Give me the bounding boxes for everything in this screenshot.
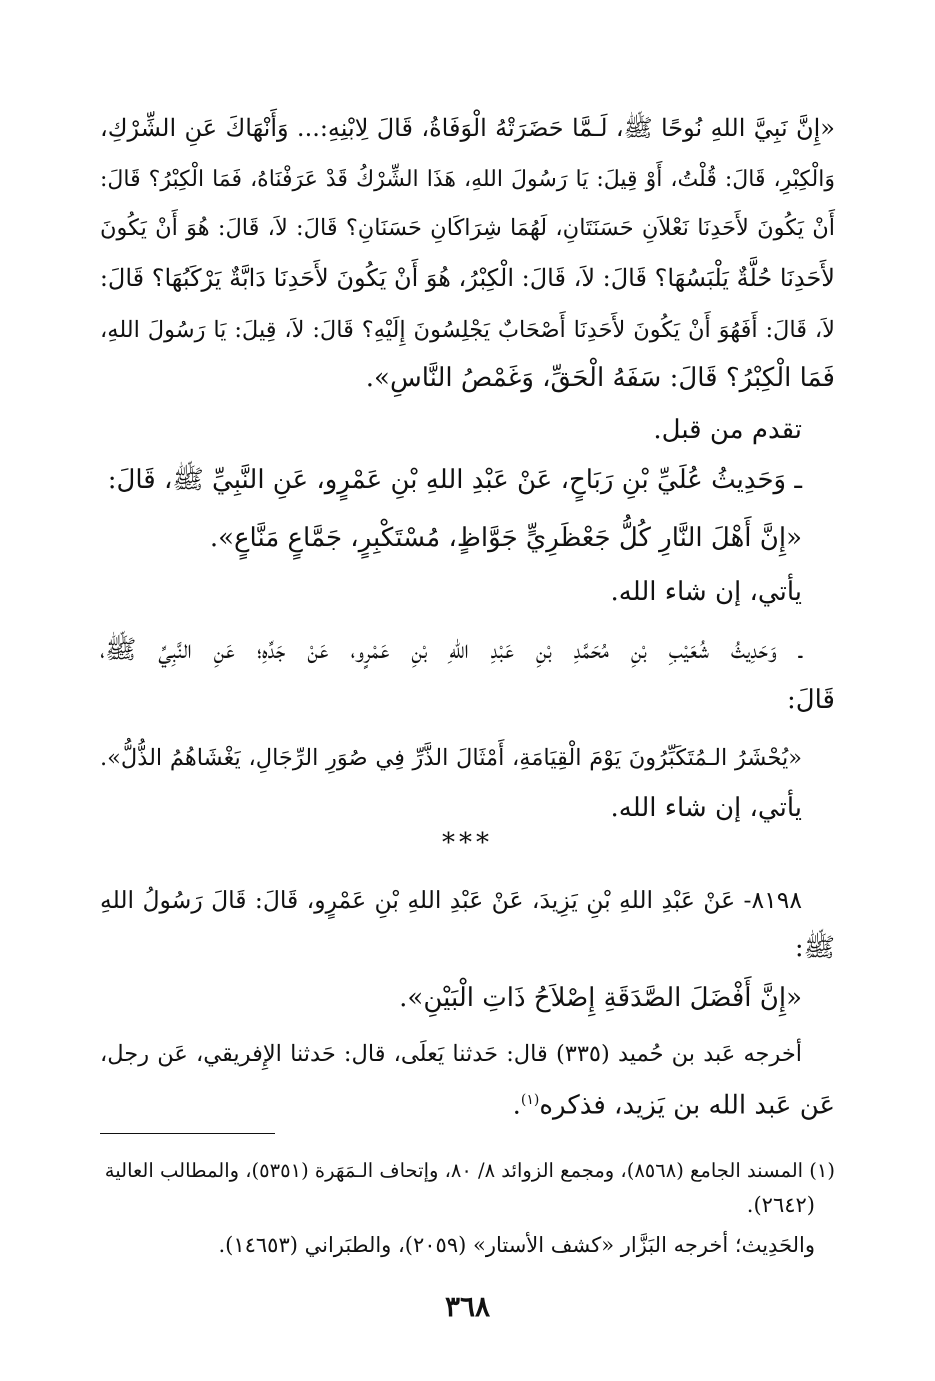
section-separator-stars: *** [442, 828, 493, 858]
hadith-chain-line: ﷺ: [794, 933, 835, 963]
hadith-matn-line: «إِنَّ أَفْضَلَ الصَّدَقَةِ إِصْلاَحُ ذَاتِ الْبَيْنِ». [399, 983, 802, 1013]
hadith-chain-line: قَالَ: [786, 685, 835, 715]
takhrij-line: أخرجه عَبد بن حُميد (٣٣٥) قال: حَدثنا يَعلَى، قال: حَدثنا الإِفريقي، عَن رجل، [100, 1041, 802, 1067]
hadith-text-line: لأَحَدِنَا حُلَّةٌ يَلْبَسُهَا؟ قَالَ: لاَ، قَالَ: الْكِبْرُ، هُوَ أَنْ يَكُونَ لأَحَدِنَا دَابَّةٌ يَرْكَبُهَا؟ قَالَ: [99, 264, 835, 292]
takhrij-end: . [512, 1090, 521, 1121]
takhrij-text: عَن عَبد الله بن يَزيد، فذكره [539, 1090, 835, 1121]
hadith-text-line: لاَ، قَالَ: أَفَهُوَ أَنْ يَكُونَ لأَحَدِنَا أَصْحَابٌ يَجْلِسُونَ إِلَيْهِ؟ قَالَ: لاَ، قِيلَ: يَا رَسُولَ اللهِ، [100, 317, 835, 343]
hadith-text-line: «إِنَّ نَبِيَّ اللهِ نُوحًا ﷺ، لَـمَّا حَضَرَتْهُ الْوَفَاةُ، قَالَ لِابْنِهِ:... وَأَنْهَاكَ عَنِ الشِّرْكِ، [100, 114, 835, 142]
hadith-text-line: فَمَا الْكِبْرُ؟ قَالَ: سَفَهُ الْحَقِّ، وَغَمْصُ النَّاسِ». [365, 363, 835, 393]
page-number: ٣٦٨ [444, 1290, 491, 1323]
takhrij-line [100, 1080, 835, 1126]
hadith-matn-line: «يُحْشَرُ الـمُتَكَبِّرُونَ يَوْمَ الْقِيَامَةِ، أَمْثَالَ الذَّرِّ فِي صُوَرِ الرِّجَالِ، يَغْشَاهُمُ الذُّلُّ». [100, 745, 802, 771]
hadith-text-line: أَنْ يَكُونَ لأَحَدِنَا نَعْلاَنِ حَسَنَتَانِ، لَهُمَا شِرَاكَانِ حَسَنَانِ؟ قَالَ: لاَ، قَالَ: هُوَ أَنْ يَكُونَ [100, 215, 835, 241]
forward-reference-note: يأتي، إن شاء الله. [610, 793, 802, 823]
footnote-line: (١) المسند الجامع (٨٥٦٨)، ومجمع الزوائد ٨/ ٨٠، وإتحاف الـمَهَرة (٥٣٥١)، والمطالب العالية [104, 1159, 835, 1182]
forward-reference-note: يأتي، إن شاء الله. [610, 577, 802, 607]
footnote-marker: (١) [520, 1092, 540, 1108]
cross-reference-note: تقدم من قبل. [653, 415, 802, 445]
footnote-line: (٢٦٤٢). [746, 1193, 815, 1217]
footnote-line: والحَدِيث؛ أخرجه البَزَّار «كشف الأستار» (٢٠٥٩)، والطبَراني (١٤٦٥٣). [218, 1233, 815, 1257]
hadith-number-line: ٨١٩٨- عَنْ عَبْدِ اللهِ بْنِ يَزِيدَ، عَنْ عَبْدِ اللهِ بْنِ عَمْرٍو، قَالَ: قَالَ رَسُولُ اللهِ [100, 886, 802, 914]
footnote-separator [100, 1133, 275, 1134]
hadith-matn-line: «إِنَّ أَهْلَ النَّارِ كُلُّ جَعْظَرِيٍّ جَوَّاظٍ، مُسْتَكْبِرٍ، جَمَّاعٍ مَنَّاعٍ». [209, 523, 802, 553]
hadith-text-line: وَالْكِبْرِ، قَالَ: قُلْتُ، أَوْ قِيلَ: يَا رَسُولَ اللهِ، هَذَا الشِّرْكُ قَدْ عَرَفْنَاهُ، فَمَا الْكِبْرُ؟ قَالَ: [100, 167, 835, 192]
hadith-chain-line: ـ وَحَدِيثُ عُلَيِّ بْنِ رَبَاحٍ، عَنْ عَبْدِ اللهِ بْنِ عَمْرٍو، عَنِ النَّبِيِّ ﷺ، قَالَ: [107, 465, 802, 495]
hadith-chain-line: ـ وَحَدِيثُ شُعَيْبِ بْنِ مُحَمَّدِ بْنِ عَبْدِ اللهِ بْنِ عَمْرٍو، عَنْ جَدِّهِ؛ عَنِ النَّبِيِّ ﷺ، [100, 635, 802, 665]
